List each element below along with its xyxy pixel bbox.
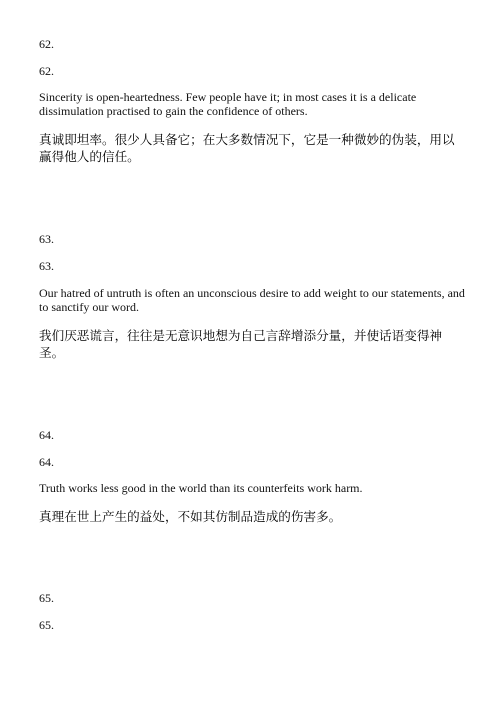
entry-number-repeat: 63. [39, 259, 54, 273]
english-paragraph: Sincerity is open-heartedness. Few people have it; in most cases it is a delicate dissimulation practised to gain the confidence of others. [39, 90, 417, 118]
chinese-paragraph: 真诚即坦率。很少人具备它；在大多数情况下，它是一种微妙的伪装，用以赢得他人的信任。 [39, 132, 455, 164]
english-paragraph: Truth works less good in the world than its counterfeits work harm. [39, 481, 363, 495]
chinese-paragraph: 我们厌恶谎言，往往是无意识地想为自己言辞增添分量，并使话语变得神圣。 [39, 328, 442, 360]
entry-number: 63. [39, 232, 54, 246]
entry-number-repeat: 62. [39, 64, 54, 78]
chinese-paragraph: 真理在世上产生的益处，不如其仿制品造成的伤害多。 [39, 509, 342, 524]
english-paragraph: Our hatred of untruth is often an unconscious desire to add weight to our statements, and to sanctify our word. [39, 286, 465, 314]
entry-number: 62. [39, 37, 54, 51]
entry-number: 64. [39, 428, 54, 442]
entry-number: 65. [39, 591, 54, 605]
entry-number-repeat: 65. [39, 618, 54, 632]
entry-number-repeat: 64. [39, 455, 54, 469]
